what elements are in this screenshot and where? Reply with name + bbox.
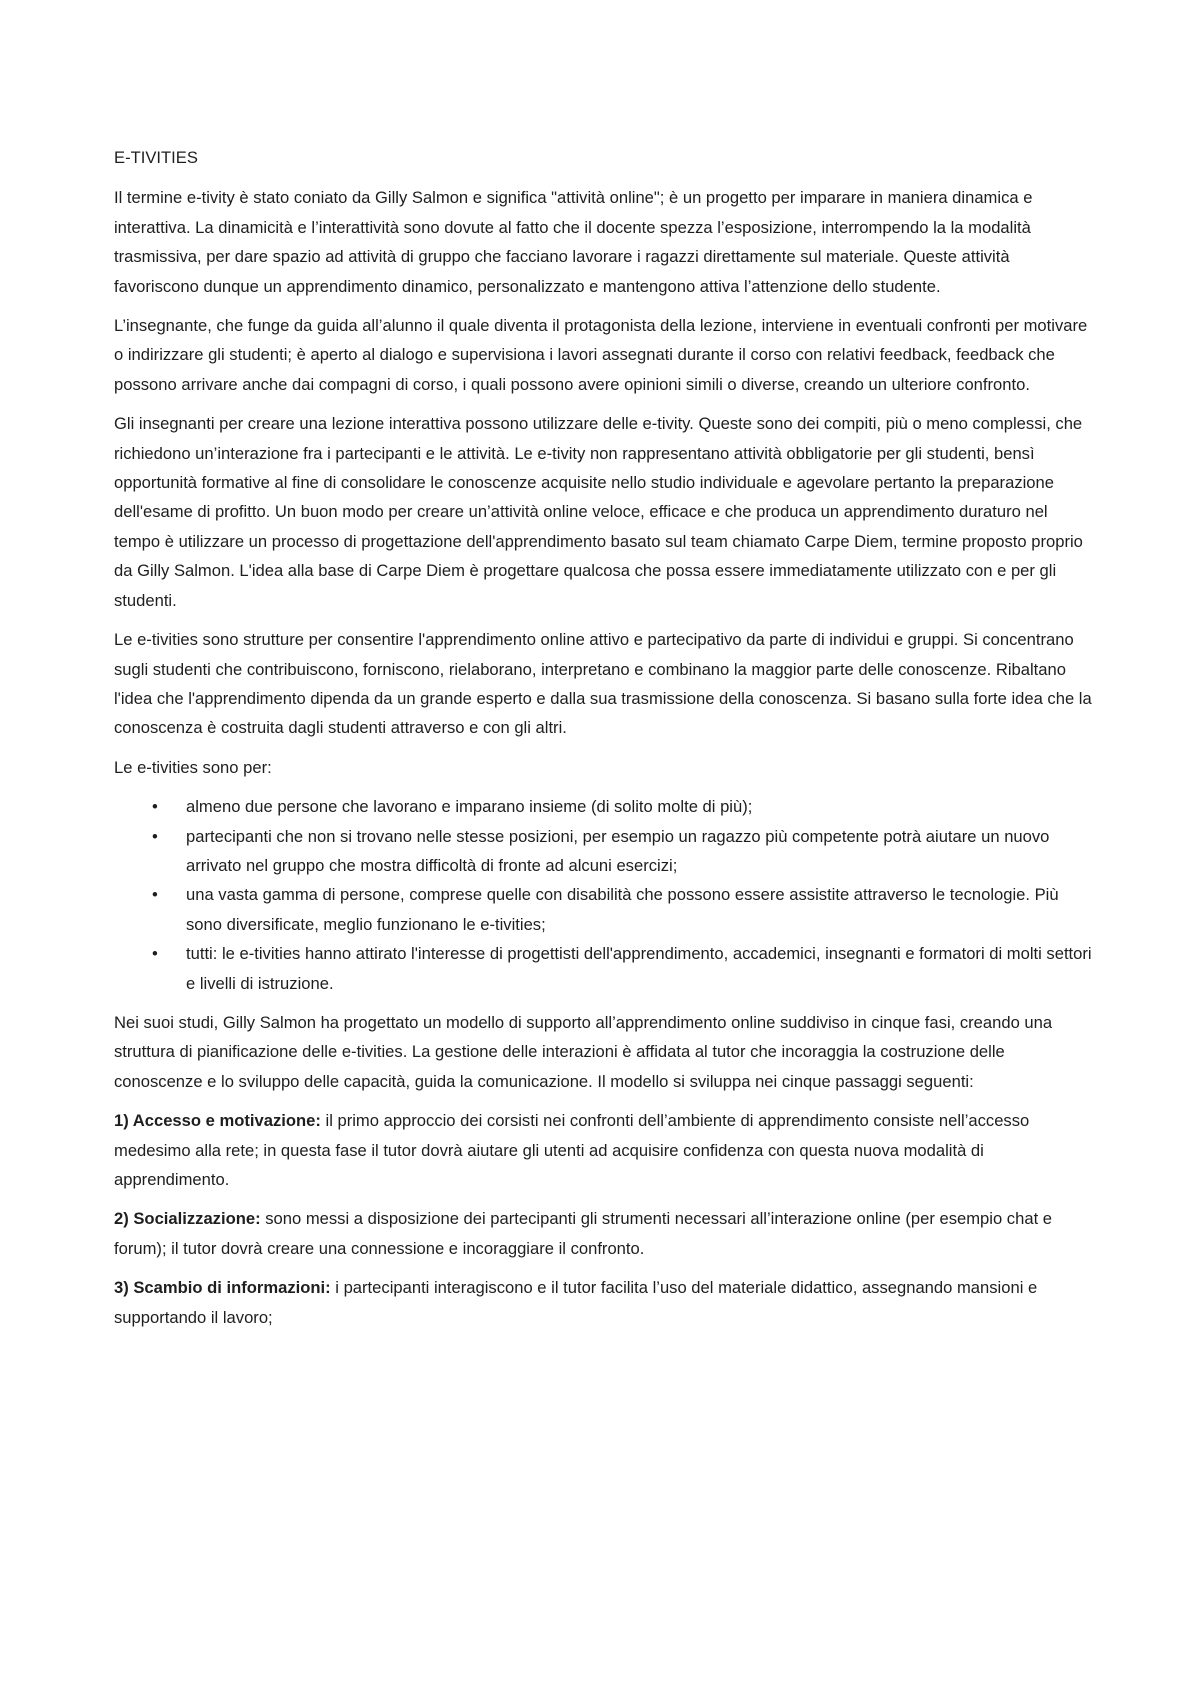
list-item-text: una vasta gamma di persone, comprese quelle con disabilità che possono essere assistite attraverso le tecnologie. Più sono diversificate, meglio funzionano le e-tivities; (186, 885, 1059, 934)
list-item (114, 822, 1094, 881)
step-paragraph (114, 1106, 1094, 1194)
list-item-text: tutti: le e-tivities hanno attirato l'interesse di progettisti dell'apprendimento, accademici, insegnanti e formatori di molti settori e livelli di istruzione. (186, 944, 1092, 993)
list-item-text: partecipanti che non si trovano nelle stesse posizioni, per esempio un ragazzo più competente potrà aiutare un nuovo arrivato nel gruppo che mostra difficoltà di fronte ad alcuni esercizi; (186, 826, 1050, 875)
step-text: sono messi a disposizione dei partecipanti gli strumenti necessari all’interazione online (per esempio chat e forum); il tutor dovrà creare una connessione e incoraggiare il confronto. (114, 1209, 1053, 1258)
step-heading: 1) Accesso e motivazione: (114, 1111, 321, 1131)
paragraph-salmon-model: Nei suoi studi, Gilly Salmon ha progettato un modello di supporto all’apprendimento online suddiviso in cinque fasi, creando una struttura di pianificazione delle e-tivities. La gestione delle interazioni è affidata al tutor che incoraggia la costruzione delle conoscenze e lo sviluppo delle capacità, guida la comunicazione. Il modello si sviluppa nei cinque passaggi seguenti: (114, 1012, 1053, 1091)
step-paragraph (114, 1204, 1094, 1263)
step-text: il primo approccio dei corsisti nei confronti dell’ambiente di apprendimento consiste nell’accesso medesimo alla rete; in questa fase il tutor dovrà aiutare gli utenti ad acquisire confidenza con questa nuova modalità di apprendimento. (114, 1111, 1030, 1189)
list-item (114, 939, 1094, 998)
step-text: i partecipanti interagiscono e il tutor facilita l’uso del materiale didattico, assegnando mansioni e supportando il lavoro; (114, 1278, 1038, 1327)
list-item (114, 880, 1094, 939)
bullet-icon: • (152, 944, 158, 964)
bullet-icon: • (152, 885, 158, 905)
step-heading: 3) Scambio di informazioni: (114, 1278, 331, 1298)
step-paragraph (114, 1273, 1094, 1332)
etivities-list (114, 792, 1094, 998)
list-item-text: almeno due persone che lavorano e imparano insieme (di solito molte di più); (186, 797, 753, 817)
bullet-icon: • (152, 797, 158, 817)
step-heading: 2) Socializzazione: (114, 1209, 261, 1229)
paragraph-etivity-usage: Gli insegnanti per creare una lezione interattiva possono utilizzare delle e-tivity. Queste sono dei compiti, più o meno complessi, che richiedono un’interazione fra i partecipanti e le attività. Le e-tivity non rappresentano attività obbligatorie per gli studenti, bensì opportunità formative al fine di consolidare le conoscenze acquisite nello studio individuale e agevolare pertanto la preparazione dell'esame di profitto. Un buon modo per creare un’attività online veloce, efficace e che produca un apprendimento duraturo nel tempo è utilizzare un processo di progettazione dell'apprendimento basato sul team chiamato Carpe Diem, termine proposto proprio da Gilly Salmon. L'idea alla base di Carpe Diem è progettare qualcosa che possa essere immediatamente utilizzato con e per gli studenti. (114, 414, 1083, 610)
bullet-icon: • (152, 826, 158, 846)
paragraph-list-intro: Le e-tivities sono per: (114, 757, 272, 777)
list-item (114, 792, 1094, 821)
document-title: E-TIVITIES (114, 148, 198, 167)
paragraph-intro: Il termine e-tivity è stato coniato da Gilly Salmon e significa "attività online"; è un progetto per imparare in maniera dinamica e interattiva. La dinamicità e l’interattività sono dovute al fatto che il docente spezza l’esposizione, interrompendo la la modalità trasmissiva, per dare spazio ad attività di gruppo che facciano lavorare i ragazzi direttamente sul materiale. Queste attività favoriscono dunque un apprendimento dinamico, personalizzato e mantengono attiva l’attenzione dello studente. (114, 188, 1033, 296)
paragraph-teacher-role: L’insegnante, che funge da guida all’alunno il quale diventa il protagonista della lezione, interviene in eventuali confronti per motivare o indirizzare gli studenti; è aperto al dialogo e supervisiona i lavori assegnati durante il corso con relativi feedback, feedback che possono arrivare anche dai compagni di corso, i quali possono avere opinioni simili o diverse, creando un ulteriore confronto. (114, 316, 1088, 394)
paragraph-etivity-structures: Le e-tivities sono strutture per consentire l'apprendimento online attivo e partecipativo da parte di individui e gruppi. Si concentrano sugli studenti che contribuiscono, forniscono, rielaborano, interpretano e combinano la maggior parte delle conoscenze. Ribaltano l'idea che l'apprendimento dipenda da un grande esperto e dalla sua trasmissione della conoscenza. Si basano sulla forte idea che la conoscenza è costruita dagli studenti attraverso e con gli altri. (114, 630, 1092, 738)
document-page (114, 143, 1094, 1342)
